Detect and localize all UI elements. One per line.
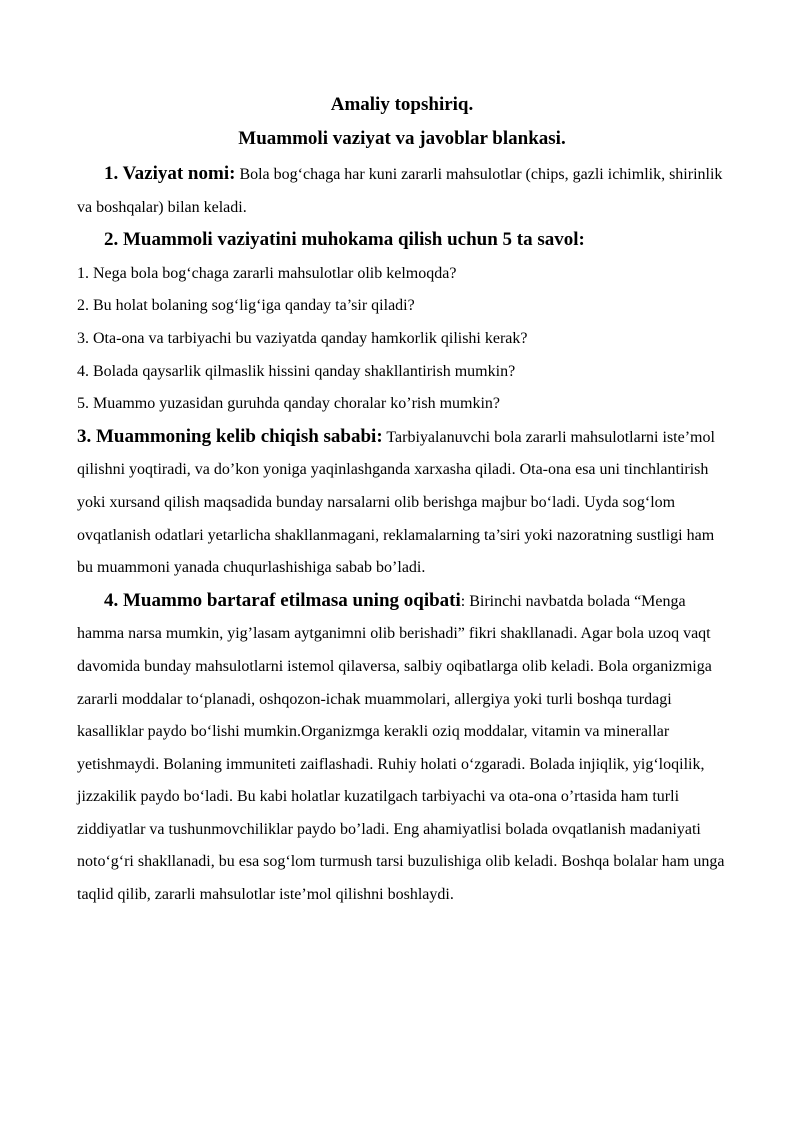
question-item: 3. Ota-ona va tarbiyachi bu vaziyatda qanday hamkorlik qilishi kerak? [77,329,528,347]
document-title: Amaliy topshiriq. [330,94,474,115]
document-subtitle: Muammoli vaziyat va javoblar blankasi. [238,128,566,149]
question-list [77,258,727,421]
section-3 [77,421,727,585]
section-1-heading: 1. Vaziyat nomi: [104,163,236,184]
document-page [77,92,727,912]
question-item: 2. Bu holat bolaning sog‘lig‘iga qanday ta’sir qiladi? [77,297,415,315]
section-1-text: Bola bog‘chaga har kuni zararli mahsulotlar (chips, gazli ichimlik, shirinlik va boshqalar) bilan keladi. [77,166,723,216]
section-3-text: Tarbiyalanuvchi bola zararli mahsulotlarni iste’mol qilishni yoqtiradi, va do’kon yoniga yaqinlashganda xarxasha qiladi. Ota-ona esa uni tinchlantirish yoki xursand qilish maqsadida bunday narsalarni olib berishga majbur bo‘ladi. Uyda sog‘lom ovqatlanish odatlari yetarlicha shakllanmagani, reklamalarning ta’siri yoki nazoratning sustligi ham bu muammoni yanada chuqurlashishiga sabab bo’ladi. [77,428,715,577]
question-item: 5. Muammo yuzasidan guruhda qanday choralar ko’rish mumkin? [77,395,500,413]
section-2-heading: 2. Muammoli vaziyatini muhokama qilish uchun 5 ta savol: [104,229,585,251]
section-4-text: : Birinchi navbatda bolada “Menga hamma narsa mumkin, yig’lasam aytganimni olib berishadi” fikri shakllanadi. Agar bola uzoq vaqt davomida bunday mahsulotlarni istemol qilaversa, salbiy oqibatlarga olib keladi. Bola organizmiga zararli moddalar to‘planadi, oshqozon-ichak muammolari, allergiya yoki turli boshqa turdagi kasalliklar paydo bo‘lishi mumkin.Organizmga kerakli oziq moddalar, vitamin va minerallar yetishmaydi. Bolaning immuniteti zaiflashadi. Ruhiy holati o‘zgaradi. Bolada injiqlik, yig‘loqilik, jizzakilik paydo bo‘ladi. Bu kabi holatlar kuzatilgach tarbiyachi va ota-ona o’rtasida ham turli ziddiyatlar va tushunmovchiliklar paydo bo’ladi. Eng ahamiyatlisi bolada ovqatlanish madaniyati noto‘g‘ri shakllanadi, bu esa sog‘lom turmush tarsi buzulishiga olib keladi. Boshqa bolalar ham unga taqlid qilib, zararli mahsulotlar iste’mol qilishni boshlaydi. [77,592,725,904]
section-4 [77,585,727,912]
section-1 [77,158,727,224]
section-4-heading: 4. Muammo bartaraf etilmasa uning oqibati [104,589,461,611]
section-2 [77,224,727,258]
question-item: 4. Bolada qaysarlik qilmaslik hissini qanday shakllantirish mumkin? [77,362,516,380]
question-item: 1. Nega bola bog‘chaga zararli mahsulotlar olib kelmoqda? [77,264,457,282]
section-3-heading: 3. Muammoning kelib chiqish sababi: [77,425,383,447]
